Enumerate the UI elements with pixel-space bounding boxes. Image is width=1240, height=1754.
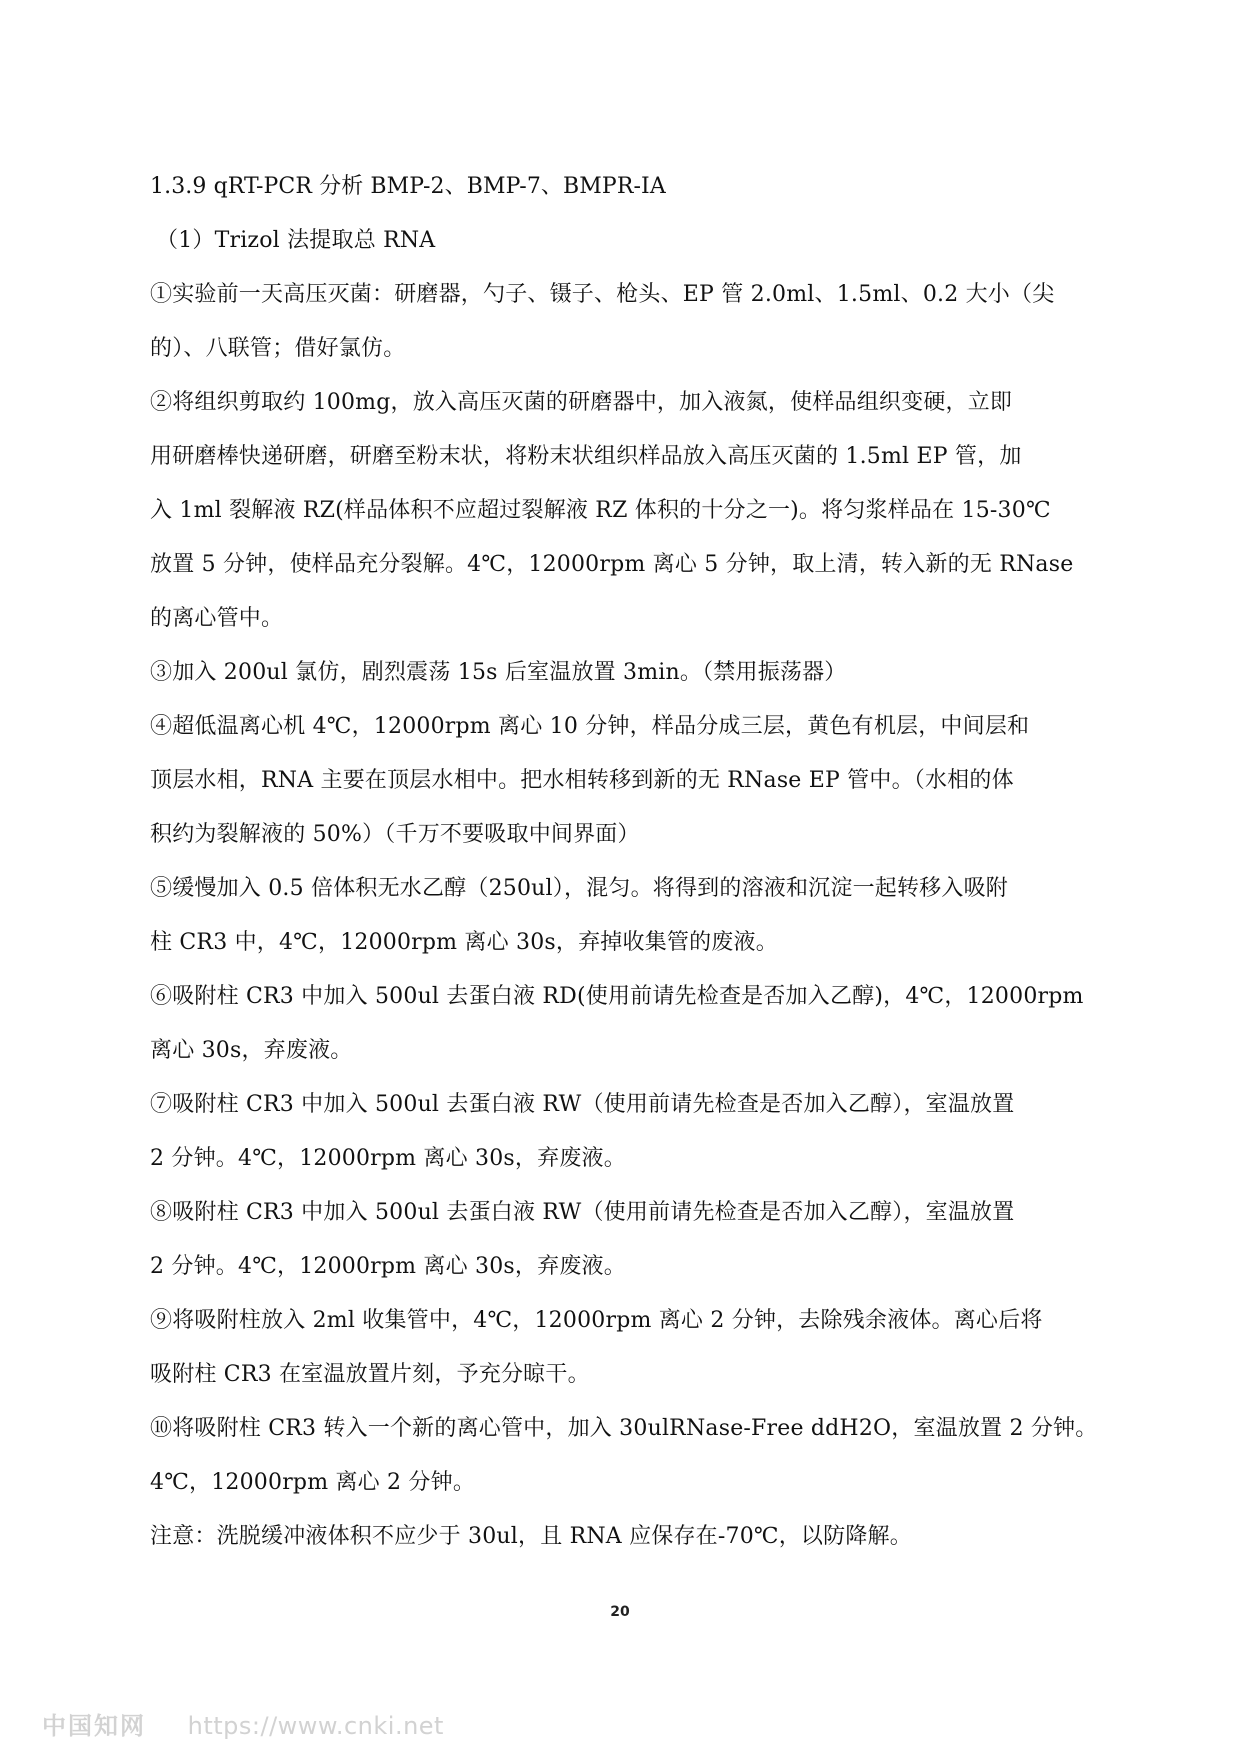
text-line: 的离心管中。	[150, 606, 284, 631]
text-line: ②将组织剪取约 100mg，放入高压灭菌的研磨器中，加入液氮，使样品组织变硬，立即	[150, 390, 1013, 415]
text-line: 的）、八联管；借好氯仿。	[150, 336, 406, 361]
text-line: ⑨将吸附柱放入 2ml 收集管中，4℃，12000rpm 离心 2 分钟，去除残余液体。离心后将	[150, 1308, 1043, 1333]
subsection-heading: （1）Trizol 法提取总 RNA	[156, 228, 436, 253]
text-line: ⑥吸附柱 CR3 中加入 500ul 去蛋白液 RD(使用前请先检查是否加入乙醇)，4℃，12000rpm	[150, 984, 1084, 1009]
note-line: 注意：洗脱缓冲液体积不应少于 30ul，且 RNA 应保存在-70℃，以防降解。	[150, 1524, 912, 1549]
text-line: ⑧吸附柱 CR3 中加入 500ul 去蛋白液 RW（使用前请先检查是否加入乙醇），室温放置	[150, 1200, 1015, 1225]
text-line: ①实验前一天高压灭菌：研磨器，勺子、镊子、枪头、EP 管 2.0ml、1.5ml、0.2 大小（尖	[150, 282, 1055, 307]
watermark-brand: 中国知网	[42, 1712, 146, 1740]
text-line: 用研磨棒快递研磨，研磨至粉末状，将粉末状组织样品放入高压灭菌的 1.5ml EP 管，加	[150, 444, 1022, 469]
text-line: ⑤缓慢加入 0.5 倍体积无水乙醇（250ul），混匀。将得到的溶液和沉淀一起转移入吸附	[150, 876, 1008, 901]
text-line: 2 分钟。4℃，12000rpm 离心 30s，弃废液。	[150, 1146, 626, 1171]
text-line: 4℃，12000rpm 离心 2 分钟。	[150, 1470, 476, 1495]
watermark-url: https://www.cnki.net	[187, 1712, 444, 1740]
text-line: ③加入 200ul 氯仿，剧烈震荡 15s 后室温放置 3min。（禁用振荡器）	[150, 660, 847, 685]
text-line: ⑩将吸附柱 CR3 转入一个新的离心管中，加入 30ulRNase-Free ddH2O，室温放置 2 分钟。	[150, 1416, 1098, 1441]
text-line: 2 分钟。4℃，12000rpm 离心 30s，弃废液。	[150, 1254, 626, 1279]
text-line: 离心 30s，弃废液。	[150, 1038, 353, 1063]
text-line: 放置 5 分钟，使样品充分裂解。4℃，12000rpm 离心 5 分钟，取上清，转入新的无 RNase	[150, 552, 1074, 577]
text-line: ④超低温离心机 4℃，12000rpm 离心 10 分钟，样品分成三层，黄色有机层，中间层和	[150, 714, 1030, 739]
text-line: 柱 CR3 中，4℃，12000rpm 离心 30s，弃掉收集管的废液。	[150, 930, 778, 955]
page-number: 20	[610, 1604, 630, 1620]
text-line: 入 1ml 裂解液 RZ(样品体积不应超过裂解液 RZ 体积的十分之一)。将匀浆样品在 15-30℃	[150, 498, 1051, 523]
text-line: 吸附柱 CR3 在室温放置片刻，予充分晾干。	[150, 1362, 590, 1387]
watermark	[42, 1706, 444, 1741]
text-line: 积约为裂解液的 50%）（千万不要吸取中间界面）	[150, 822, 640, 847]
text-line: 顶层水相，RNA 主要在顶层水相中。把水相转移到新的无 RNase EP 管中。（水相的体	[150, 768, 1014, 793]
section-heading: 1.3.9 qRT-PCR 分析 BMP-2、BMP-7、BMPR-IA	[150, 174, 666, 199]
body-text	[150, 160, 1098, 1564]
text-line: ⑦吸附柱 CR3 中加入 500ul 去蛋白液 RW（使用前请先检查是否加入乙醇），室温放置	[150, 1092, 1015, 1117]
